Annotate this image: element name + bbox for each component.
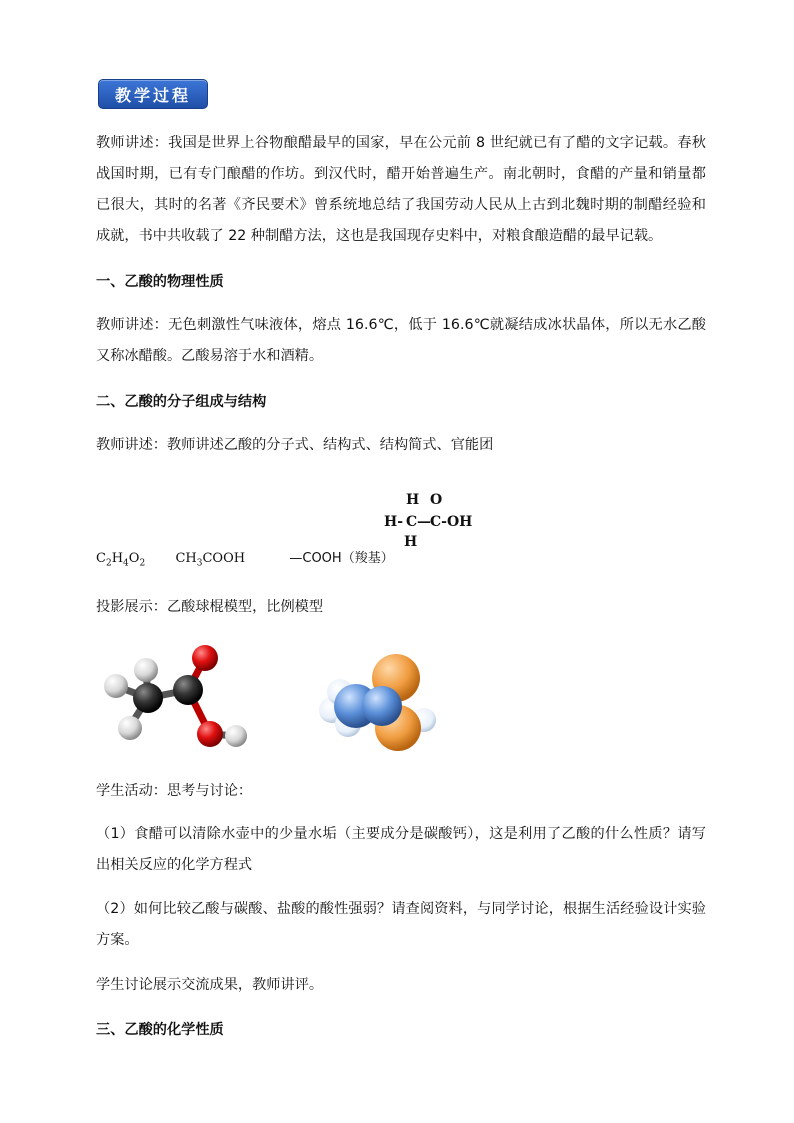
molecular-formula: $C_2H_4O_2$ — [96, 551, 146, 569]
struct-c1: C — [406, 514, 418, 530]
section-banner: 教学过程 — [98, 79, 208, 109]
activity-label: 学生活动：思考与讨论： — [96, 783, 253, 799]
physical-properties-text: 教师讲述：无色刺激性气味液体，熔点 16.6℃，低于 16.6℃就凝结成冰状晶体，所以无水乙酸又称冰醋酸。乙酸易溶于水和酒精。 — [96, 317, 706, 364]
hydrogen-atom — [118, 716, 142, 740]
struct-dash: — — [417, 514, 431, 530]
molecular-structure-text: 教师讲述：教师讲述乙酸的分子式、结构式、结构简式、官能团 — [96, 437, 494, 453]
functional-group: —COOH（羧基） — [289, 551, 394, 566]
projection-text: 投影展示：乙酸球棍模型，比例模型 — [96, 599, 324, 615]
carbon-atom — [173, 675, 203, 705]
oxygen-atom — [197, 721, 223, 747]
question-2: （2）如何比较乙酸与碳酸、盐酸的酸性强弱？请查阅资料，与同学讨论，根据生活经验设计实验方案。 — [96, 901, 706, 948]
formula-row — [96, 548, 394, 575]
structural-formula — [384, 492, 494, 552]
question-1: （1）食醋可以清除水壶中的少量水垢（主要成分是碳酸钙），这是利用了乙酸的什么性质？请写出相关反应的化学方程式 — [96, 826, 706, 873]
struct-top-o: O — [430, 492, 443, 508]
hydrogen-atom — [225, 725, 247, 747]
simple-formula: $CH_3COOH$ — [175, 551, 246, 569]
space-filling-model — [312, 652, 442, 752]
struct-top-h: H — [406, 492, 420, 508]
carbon-atom — [133, 683, 163, 713]
ball-and-stick-model — [98, 642, 268, 754]
hydrogen-atom — [134, 658, 158, 682]
hydrogen-atom — [104, 674, 128, 698]
struct-c2: C-OH — [430, 514, 473, 530]
struct-left-h: H- — [384, 514, 404, 530]
oxygen-atom — [192, 645, 218, 671]
intro-paragraph: 教师讲述：我国是世界上谷物酿醋最早的国家，早在公元前 8 世纪就已有了醋的文字记载。春秋战国时期，已有专门酿醋的作坊。到汉代时，醋开始普遍生产。南北朝时，食醋的产量和销量都已很大，其时的名著《齐民要术》曾系统地总结了我国劳动人民从上古到北魏时期的制醋经验和成就，书中共收载了 22 种制醋方法，这也是我国现存史料中，对粮食酿造醋的最早记载。 — [96, 135, 706, 244]
heading-molecular-structure: 二、乙酸的分子组成与结构 — [96, 394, 267, 410]
heading-physical-properties: 一、乙酸的物理性质 — [96, 274, 224, 290]
heading-chemical-properties: 三、乙酸的化学性质 — [96, 1022, 224, 1038]
discussion-summary: 学生讨论展示交流成果，教师讲评。 — [96, 977, 324, 993]
struct-bottom-h: H — [404, 534, 418, 550]
